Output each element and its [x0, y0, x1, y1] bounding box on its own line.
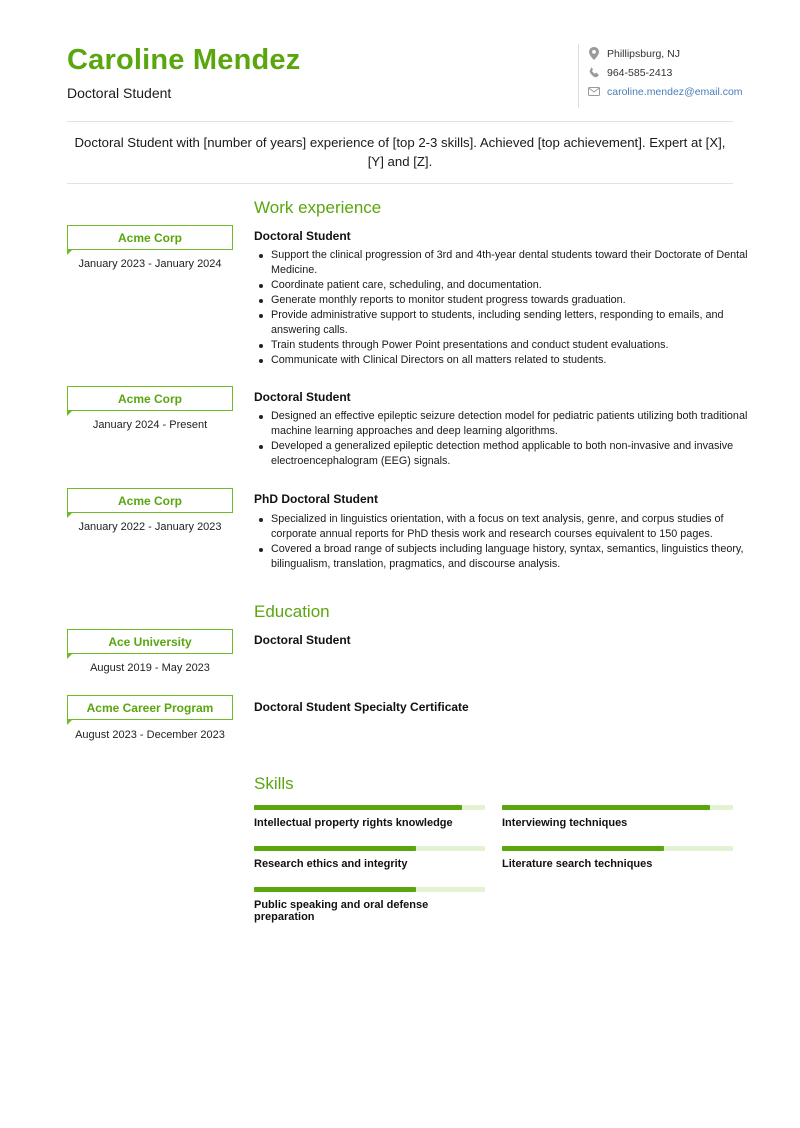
skill-level-track — [254, 887, 485, 892]
list-item: Support the clinical progression of 3rd and 4th-year dental students toward their Doctorate of Dental Medicine. — [271, 248, 755, 278]
job-company: Acme Corp — [117, 230, 182, 245]
skill-level-fill — [254, 805, 462, 810]
education-1-degree: Doctoral Student — [254, 633, 351, 647]
list-item: Communicate with Clinical Directors on all matters related to students. — [271, 353, 755, 368]
contact-location — [587, 44, 743, 63]
job-company: Acme Corp — [117, 493, 182, 508]
job-2-dates: January 2024 - Present — [92, 419, 208, 431]
candidate-name: Caroline Mendez — [67, 44, 301, 76]
skill-level-track — [254, 805, 485, 810]
phone-icon — [587, 66, 601, 80]
list-item: Designed an effective epileptic seizure detection model for pediatric patients utilizing both traditional machine learning approaches and deep learning algorithms. — [271, 409, 755, 439]
candidate-title: Doctoral Student — [67, 85, 172, 101]
job-1-bullets — [254, 248, 755, 368]
tag-notch — [67, 249, 73, 255]
tag-notch — [67, 512, 73, 518]
skill-item — [254, 846, 485, 870]
job-company: Acme Corp — [117, 391, 182, 406]
skill-name: Research ethics and integrity — [254, 858, 408, 870]
phone-text: 964-585-2413 — [607, 66, 673, 79]
envelope-icon — [587, 85, 601, 99]
skill-item — [254, 887, 485, 923]
job-2-company-tag — [67, 386, 233, 411]
skill-level-track — [254, 846, 485, 851]
education-2-school-tag — [67, 695, 233, 720]
education-1-dates: August 2019 - May 2023 — [90, 662, 210, 674]
list-item: Coordinate patient care, scheduling, and documentation. — [271, 278, 755, 293]
map-pin-icon — [587, 47, 601, 61]
tag-notch — [67, 653, 73, 659]
skill-level-fill — [502, 805, 710, 810]
summary-divider — [67, 183, 733, 184]
job-1-dates: January 2023 - January 2024 — [78, 258, 222, 270]
skill-name: Public speaking and oral defense preparation — [254, 899, 429, 923]
school-name: Acme Career Program — [86, 700, 214, 715]
skill-name: Interviewing techniques — [502, 817, 628, 829]
work-experience-heading: Work experience — [254, 198, 382, 217]
skill-level-fill — [254, 887, 416, 892]
header-divider — [67, 121, 733, 122]
skill-level-fill — [502, 846, 664, 851]
job-1-company-tag — [67, 225, 233, 250]
job-1-role: Doctoral Student — [254, 229, 351, 243]
skill-level-track — [502, 805, 733, 810]
school-name: Ace University — [108, 634, 192, 649]
job-3-role: PhD Doctoral Student — [254, 492, 379, 506]
skill-name: Literature search techniques — [502, 858, 653, 870]
contact-block — [578, 44, 743, 108]
education-2-degree: Doctoral Student Specialty Certificate — [254, 700, 469, 714]
list-item: Developed a generalized epileptic detection method applicable to both non-invasive and invasive electroencephalogram (EEG) signals. — [271, 439, 755, 469]
location-text: Phillipsburg, NJ — [607, 47, 680, 60]
list-item: Specialized in linguistics orientation, with a focus on text analysis, genre, and corpus studies of corporate annual reports for PhD thesis work and research courses equivalent to 150 pages. — [271, 512, 755, 542]
skill-level-fill — [254, 846, 416, 851]
job-3-company-tag — [67, 488, 233, 513]
contact-email[interactable] — [587, 82, 743, 101]
list-item: Covered a broad range of subjects including language history, syntax, semantics, linguistics theory, bilingualism, translation, pragmatics, and discourse analysis. — [271, 542, 755, 572]
email-link[interactable]: caroline.mendez@email.com — [607, 85, 743, 98]
tag-notch — [67, 719, 73, 725]
skill-level-track — [502, 846, 733, 851]
skill-item — [502, 846, 733, 870]
summary-text: Doctoral Student with [number of years] experience of [top 2-3 skills]. Achieved [top achievement]. Expert at [X], [Y] and [Z]. — [74, 135, 726, 169]
tag-notch — [67, 410, 73, 416]
contact-phone — [587, 63, 743, 82]
education-2-dates: August 2023 - December 2023 — [75, 729, 225, 741]
list-item: Provide administrative support to students, including sending letters, responding to emails, and answering calls. — [271, 308, 755, 338]
skill-name: Intellectual property rights knowledge — [254, 817, 453, 829]
job-3-bullets — [254, 512, 755, 572]
job-2-role: Doctoral Student — [254, 390, 351, 404]
job-3-dates: January 2022 - January 2023 — [78, 521, 222, 533]
list-item: Train students through Power Point presentations and conduct student evaluations. — [271, 338, 755, 353]
skill-item — [502, 805, 733, 829]
job-2-bullets — [254, 409, 755, 469]
skills-heading: Skills — [254, 774, 294, 793]
education-heading: Education — [254, 602, 330, 621]
education-1-school-tag — [67, 629, 233, 654]
list-item: Generate monthly reports to monitor student progress towards graduation. — [271, 293, 755, 308]
skill-item — [254, 805, 485, 829]
